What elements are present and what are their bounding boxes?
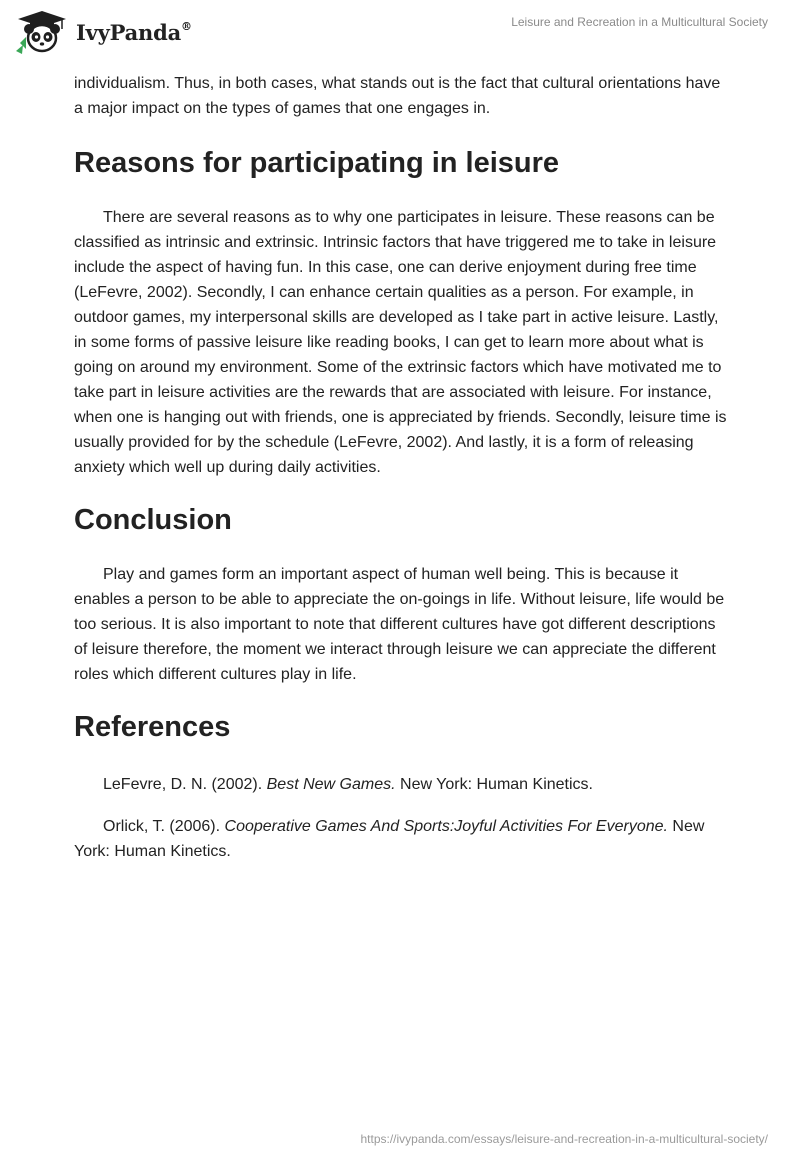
reference-item: LeFevre, D. N. (2002). Best New Games. New York: Human Kinetics. (103, 776, 593, 793)
essay-content (74, 71, 730, 864)
reference-title: Cooperative Games And Sports:Joyful Activities For Everyone. (224, 818, 668, 835)
conclusion-paragraph: Play and games form an important aspect of human well being. This is because it enables a person to be able to appreciate the on-goings in life. Without leisure, life would be too serious. It is also important to note that different cultures have got different descriptions of leisure therefore, the moment we interact through leisure we can appreciate the different roles which different cultures play in life. (74, 566, 725, 683)
page-header (0, 0, 800, 64)
brand-name: IvyPanda® (76, 19, 192, 45)
heading-conclusion: Conclusion (74, 504, 232, 536)
footer-source-url[interactable]: https://ivypanda.com/essays/leisure-and-recreation-in-a-multicultural-society/ (360, 1132, 768, 1146)
reference-title: Best New Games. (266, 776, 396, 793)
heading-reasons: Reasons for participating in leisure (74, 147, 560, 179)
heading-references: References (74, 711, 231, 743)
document-title: Leisure and Recreation in a Multicultural Society (511, 15, 768, 29)
brand-logo[interactable] (14, 9, 192, 55)
panda-logo-icon (14, 9, 70, 55)
reference-item: Orlick, T. (2006). Cooperative Games And Sports:Joyful Activities For Everyone. New York: Human Kinetics. (74, 818, 705, 860)
reasons-paragraph: There are several reasons as to why one participates in leisure. These reasons can be classified as intrinsic and extrinsic. Intrinsic factors that have triggered me to take in leisure include the aspect of having fun. In this case, one can derive enjoyment during free time (LeFevre, 2002). Secondly, I can enhance certain qualities as a person. For example, in outdoor games, my interpersonal skills are developed as I take part in active leisure. Lastly, in some forms of passive leisure like reading books, I can get to learn more about what is going on around my environment. Some of the extrinsic factors which have motivated me to take part in leisure activities are the rewards that are associated with leisure. For instance, when one is hanging out with friends, one is appreciated by friends. Secondly, leisure time is usually provided for by the schedule (LeFevre, 2002). And lastly, it is a form of releasing anxiety which well up during daily activities. (74, 209, 727, 476)
intro-paragraph: individualism. Thus, in both cases, what stands out is the fact that cultural orientations have a major impact on the types of games that one engages in. (74, 75, 721, 117)
